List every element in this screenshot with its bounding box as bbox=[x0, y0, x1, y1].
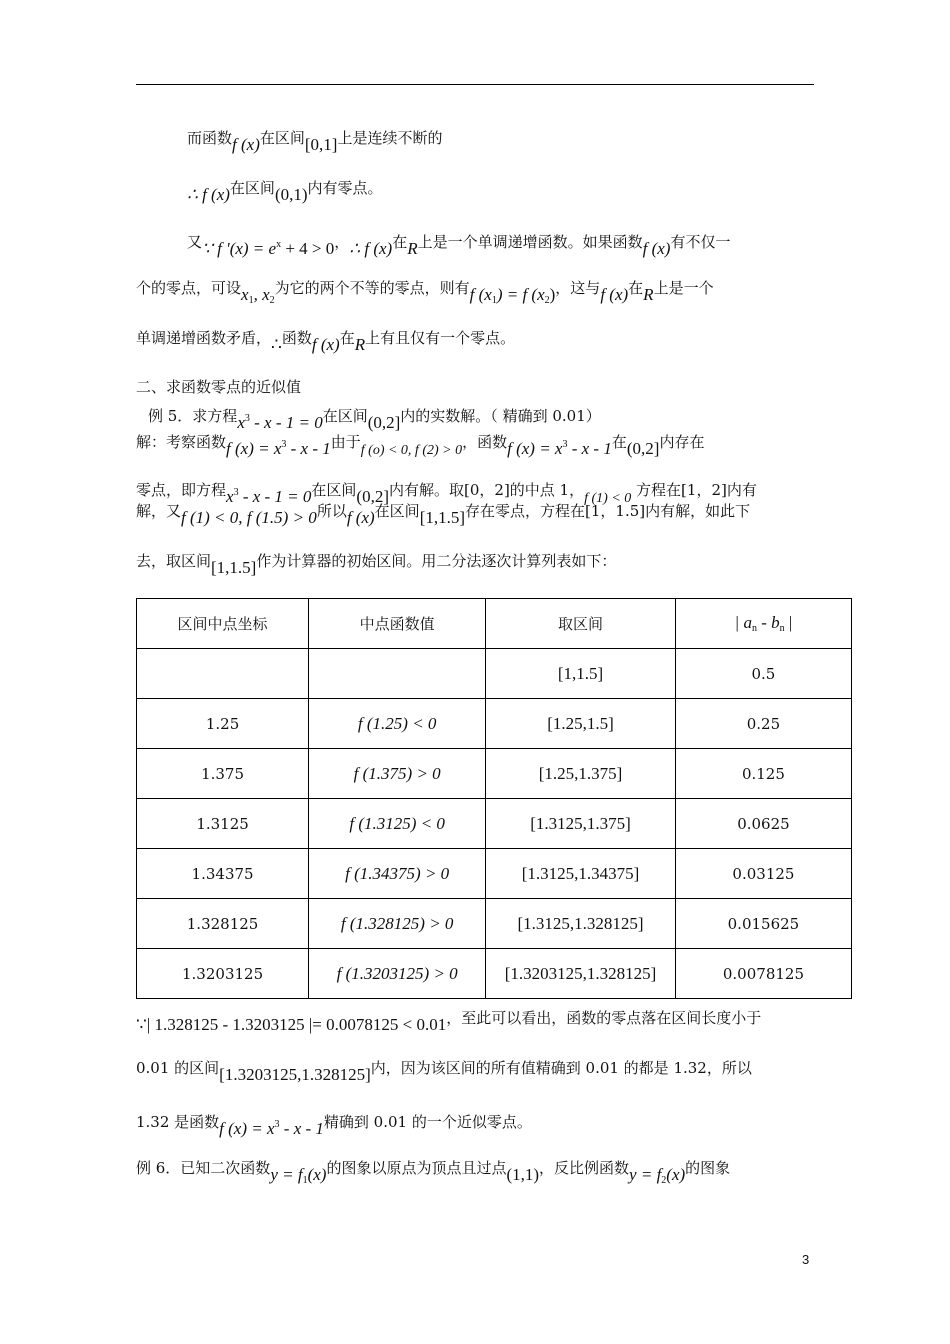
table-cell: [1.3125,1.375] bbox=[486, 799, 676, 849]
page-number: 3 bbox=[802, 1252, 810, 1267]
table-cell: 0.125 bbox=[675, 749, 851, 799]
table-cell: 0.25 bbox=[675, 699, 851, 749]
table-row bbox=[137, 899, 852, 949]
text-line-5: 单调递增函数矛盾，∴函数f (x)在R上有且仅有一个零点。 bbox=[136, 329, 516, 354]
table-row bbox=[137, 799, 852, 849]
table-cell: 1.3125 bbox=[137, 799, 309, 849]
table-cell: f (1.3203125) > 0 bbox=[309, 949, 486, 999]
table-cell: f (1.25) < 0 bbox=[309, 699, 486, 749]
table-row bbox=[137, 649, 852, 699]
table-cell: 0.015625 bbox=[675, 899, 851, 949]
table-cell: 1.3203125 bbox=[137, 949, 309, 999]
header-cell-abs-diff: | $a_n - b_n$ | bbox=[675, 599, 851, 649]
table-cell: 0.0078125 bbox=[675, 949, 851, 999]
table-cell: 0.5 bbox=[675, 649, 851, 699]
section-heading: 二、求函数零点的近似值 bbox=[136, 378, 302, 396]
bisection-table bbox=[136, 598, 852, 999]
text-line-1: 而函数f (x)在区间[0,1]上是连续不断的 bbox=[187, 129, 443, 154]
table-cell bbox=[137, 649, 309, 699]
table-cell bbox=[309, 649, 486, 699]
table-cell: 1.375 bbox=[137, 749, 309, 799]
table-cell: f (1.375) > 0 bbox=[309, 749, 486, 799]
table-cell: 1.25 bbox=[137, 699, 309, 749]
solution-line-1: 解：考察函数f $(x) = x^3 - x - 1$由于f (o) < 0, f (2) > 0，函数f $(x) = x^3 - x - 1$在(0,2]内存在 bbox=[136, 433, 705, 458]
table-header-row bbox=[137, 599, 852, 649]
table-cell: [1.3203125,1.328125] bbox=[486, 949, 676, 999]
table-cell: 1.34375 bbox=[137, 849, 309, 899]
table-row bbox=[137, 849, 852, 899]
table-cell: f (1.34375) > 0 bbox=[309, 849, 486, 899]
conclusion-line-1: ∵| 1.328125 - 1.3203125 |= 0.0078125 < 0.01，至此可以看出，函数的零点落在区间长度小于 bbox=[136, 1009, 762, 1034]
solution-line-3: 解，又f (1) < 0, f (1.5) > 0所以f (x)在区间[1,1.5]存在零点，方程在[1，1.5]内有解，如此下 bbox=[136, 502, 751, 527]
header-cell: 区间中点坐标 bbox=[137, 599, 309, 649]
conclusion-line-3: 1.32 是函数f $(x) = x^3 - x - 1$精确到 0.01 的一个近似零点。 bbox=[136, 1113, 532, 1138]
header-cell: 中点函数值 bbox=[309, 599, 486, 649]
table-cell: 1.328125 bbox=[137, 899, 309, 949]
text-line-4: 个的零点，可设$x_1$, $x_2$为它的两个不等的零点，则有f $(x_1) = f$ $(x_2)$，这与f (x)在R上是一个 bbox=[136, 279, 714, 306]
header-cell: 取区间 bbox=[486, 599, 676, 649]
solution-line-4: 去，取区间[1,1.5]作为计算器的初始区间。用二分法逐次计算列表如下： bbox=[136, 552, 617, 577]
table-row bbox=[137, 699, 852, 749]
conclusion-line-2: 0.01 的区间[1.3203125,1.328125]内，因为该区间的所有值精确到 0.01 的都是 1.32，所以 bbox=[136, 1059, 752, 1084]
solution-line-2: 零点，即方程$x^3 - x - 1 = 0$在区间(0,2]内有解。取[0，2]的中点 1，f (1) < 0 方程在[1，2]内有 bbox=[136, 481, 757, 506]
table-cell: 0.03125 bbox=[675, 849, 851, 899]
header-rule bbox=[136, 84, 814, 85]
example-6-statement: 例 6．已知二次函数$y = f_1(x)$的图象以原点为顶点且过点(1,1)，反比例函数$y = f_2(x)$的图象 bbox=[136, 1159, 731, 1186]
example-5-statement: 例 5．求方程$x^3 - x - 1 = 0$在区间(0,2]内的实数解。（ 精确到 0.01） bbox=[148, 407, 601, 432]
table-cell: [1.25,1.5] bbox=[486, 699, 676, 749]
text-line-3: 又∵ f '$(x) = e^x + 4 > 0$，∴ f (x)在R上是一个单调递增函数。如果函数f (x)有不仅一 bbox=[187, 233, 731, 258]
table-cell: [1.3125,1.34375] bbox=[486, 849, 676, 899]
table-cell: f (1.328125) > 0 bbox=[309, 899, 486, 949]
table-cell: f (1.3125) < 0 bbox=[309, 799, 486, 849]
table-cell: [1.25,1.375] bbox=[486, 749, 676, 799]
table-cell: 0.0625 bbox=[675, 799, 851, 849]
table-cell: [1,1.5] bbox=[486, 649, 676, 699]
table-row bbox=[137, 749, 852, 799]
table-row bbox=[137, 949, 852, 999]
table-cell: [1.3125,1.328125] bbox=[486, 899, 676, 949]
text-line-2: ∴ f (x)在区间(0,1)内有零点。 bbox=[187, 179, 383, 204]
